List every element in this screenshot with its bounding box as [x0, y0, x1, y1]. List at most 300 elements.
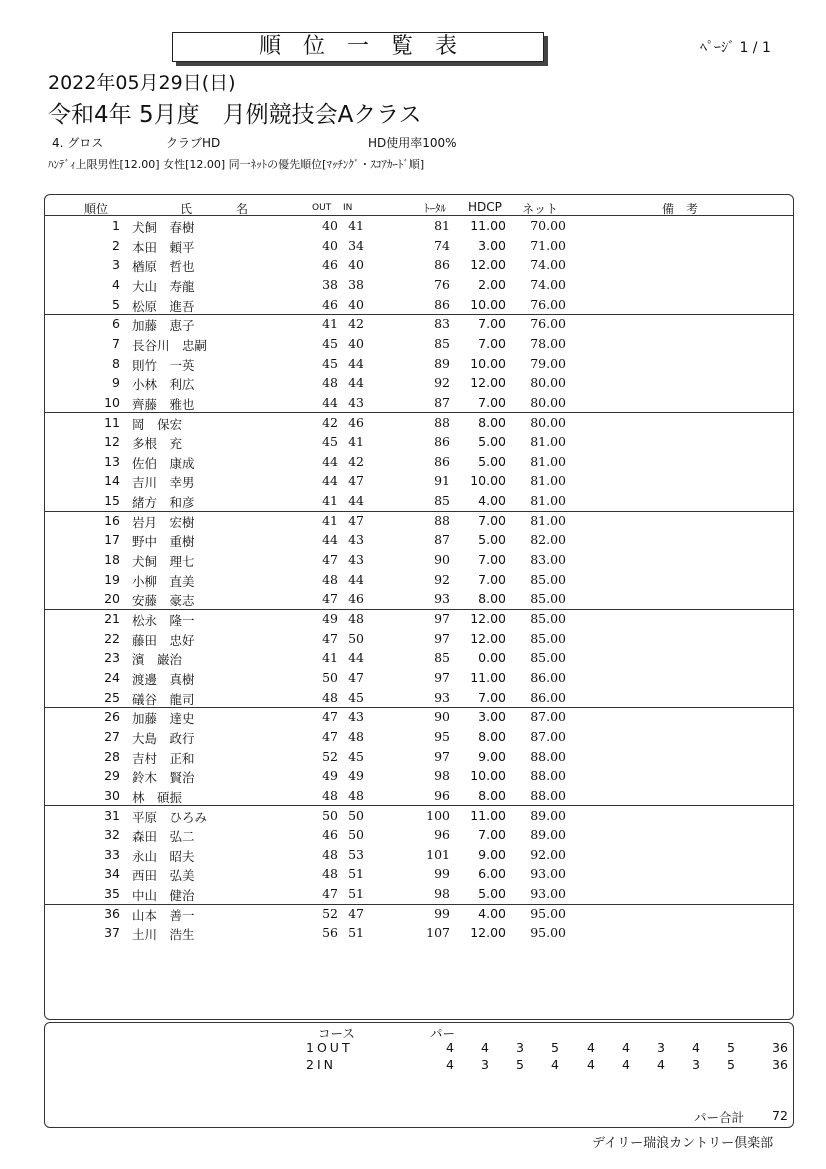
par-hole: 4	[692, 1040, 700, 1055]
cell-hdcp: 7.00	[478, 689, 506, 705]
cell-in: 47	[348, 669, 364, 685]
table-row	[44, 373, 794, 393]
cell-rank: 16	[104, 512, 120, 528]
cell-net: 80.00	[530, 375, 566, 391]
cell-hdcp: 7.00	[478, 827, 506, 843]
cell-net: 85.00	[530, 650, 566, 666]
cell-hdcp: 10.00	[470, 473, 506, 489]
cell-total: 88	[434, 512, 450, 528]
table-row	[44, 550, 794, 570]
cell-rank: 30	[104, 787, 120, 803]
table-row	[44, 923, 794, 943]
table-row	[44, 845, 794, 865]
cell-in: 40	[348, 257, 364, 273]
table-row	[44, 275, 794, 295]
table-row	[44, 589, 794, 610]
header-out: OUT	[312, 203, 332, 213]
cell-name: 多根 充	[132, 436, 183, 452]
cell-out: 40	[322, 237, 338, 253]
cell-hdcp: 5.00	[478, 886, 506, 902]
cell-in: 44	[348, 493, 364, 509]
cell-net: 81.00	[530, 473, 566, 489]
cell-total: 92	[434, 375, 450, 391]
cell-total: 85	[434, 335, 450, 351]
cell-net: 85.00	[530, 611, 566, 626]
cell-total: 85	[434, 650, 450, 666]
cell-hdcp: 3.00	[478, 237, 506, 253]
cell-net: 81.00	[530, 434, 566, 450]
par-hole: 4	[551, 1057, 559, 1072]
cell-rank: 17	[104, 532, 120, 548]
cell-rank: 33	[104, 846, 120, 862]
cell-in: 53	[348, 846, 364, 862]
table-row	[44, 786, 794, 807]
cell-net: 80.00	[530, 394, 566, 410]
par-hole: 3	[657, 1040, 665, 1055]
cell-out: 47	[322, 709, 338, 725]
par-label: パー	[430, 1026, 456, 1041]
cell-out: 56	[322, 925, 338, 941]
cell-in: 42	[348, 316, 364, 332]
cell-out: 45	[322, 434, 338, 450]
cell-total: 88	[434, 414, 450, 430]
cell-rank: 35	[104, 886, 120, 902]
cell-out: 47	[322, 630, 338, 646]
cell-name: 土川 浩生	[132, 927, 195, 943]
cell-total: 86	[434, 257, 450, 273]
cell-net: 88.00	[530, 768, 566, 784]
cell-out: 40	[322, 218, 338, 233]
cell-in: 43	[348, 394, 364, 410]
cell-total: 97	[434, 669, 450, 685]
cell-net: 78.00	[530, 335, 566, 351]
cell-out: 48	[322, 375, 338, 391]
cell-total: 99	[434, 905, 450, 921]
cell-out: 47	[322, 728, 338, 744]
table-row	[44, 727, 794, 747]
cell-out: 49	[322, 611, 338, 626]
cell-name: 犬飼 理七	[132, 554, 195, 570]
cell-in: 50	[348, 807, 364, 823]
table-row	[44, 648, 794, 668]
cell-hdcp: 8.00	[478, 414, 506, 430]
cell-total: 99	[434, 866, 450, 882]
cell-net: 81.00	[530, 493, 566, 509]
par-subtotal: 36	[772, 1040, 788, 1055]
cell-total: 92	[434, 571, 450, 587]
cell-hdcp: 7.00	[478, 394, 506, 410]
cell-in: 51	[348, 866, 364, 882]
par-total-label: パー合計	[694, 1110, 745, 1125]
cell-name: 山本 善一	[132, 907, 195, 923]
header-note: 備 考	[662, 202, 699, 216]
cell-name: 大山 寿龍	[132, 278, 195, 294]
par-hole: 4	[446, 1057, 454, 1072]
table-row	[44, 766, 794, 786]
cell-net: 89.00	[530, 827, 566, 843]
cell-rank: 21	[104, 611, 120, 626]
cell-total: 90	[434, 552, 450, 568]
course-out-label: 1OUT	[306, 1040, 353, 1055]
cell-hdcp: 10.00	[470, 355, 506, 371]
cell-in: 42	[348, 453, 364, 469]
cell-in: 51	[348, 925, 364, 941]
table-row	[44, 413, 794, 433]
table-row	[44, 806, 794, 826]
course-label: コース	[318, 1026, 355, 1041]
cell-in: 43	[348, 552, 364, 568]
cell-in: 41	[348, 218, 364, 233]
table-row	[44, 688, 794, 709]
cell-total: 86	[434, 296, 450, 312]
cell-rank: 29	[104, 768, 120, 784]
cell-hdcp: 8.00	[478, 787, 506, 803]
club-name: デイリー瑞浪カントリー倶楽部	[592, 1136, 774, 1151]
cell-in: 47	[348, 905, 364, 921]
cell-total: 97	[434, 630, 450, 646]
cell-net: 87.00	[530, 709, 566, 725]
cell-rank: 5	[112, 296, 120, 312]
cell-total: 81	[434, 218, 450, 233]
cell-total: 107	[426, 925, 450, 941]
cell-rank: 4	[112, 276, 120, 292]
cell-out: 44	[322, 394, 338, 410]
cell-in: 50	[348, 827, 364, 843]
cell-hdcp: 12.00	[470, 630, 506, 646]
cell-total: 97	[434, 748, 450, 764]
cell-name: 小柳 直美	[132, 573, 195, 589]
cell-in: 48	[348, 728, 364, 744]
cell-hdcp: 0.00	[478, 650, 506, 666]
par-hole: 5	[727, 1040, 735, 1055]
cell-rank: 28	[104, 748, 120, 764]
par-hole: 3	[516, 1040, 524, 1055]
cell-hdcp: 6.00	[478, 866, 506, 882]
cell-total: 96	[434, 787, 450, 803]
cell-name: 犬飼 春樹	[132, 220, 195, 235]
cell-rank: 22	[104, 630, 120, 646]
cell-net: 74.00	[530, 257, 566, 273]
table-row	[44, 629, 794, 649]
cell-rank: 1	[112, 218, 120, 233]
cell-net: 86.00	[530, 669, 566, 685]
cell-total: 76	[434, 276, 450, 292]
cell-out: 42	[322, 414, 338, 430]
table-row	[44, 825, 794, 845]
par-hole: 3	[481, 1057, 489, 1072]
cell-name: 林 碩振	[132, 789, 183, 805]
cell-net: 81.00	[530, 512, 566, 528]
cell-out: 41	[322, 650, 338, 666]
cell-name: 佐伯 康成	[132, 455, 195, 471]
cell-hdcp: 5.00	[478, 453, 506, 469]
par-hole: 4	[622, 1057, 630, 1072]
cell-net: 95.00	[530, 905, 566, 921]
table-row	[44, 452, 794, 472]
cell-rank: 13	[104, 453, 120, 469]
cell-total: 97	[434, 611, 450, 626]
cell-net: 74.00	[530, 276, 566, 292]
cell-name: 本田 頼平	[132, 239, 195, 255]
cell-rank: 37	[104, 925, 120, 941]
cell-hdcp: 10.00	[470, 296, 506, 312]
cell-in: 44	[348, 571, 364, 587]
cell-rank: 10	[104, 394, 120, 410]
cell-in: 40	[348, 335, 364, 351]
cell-in: 48	[348, 611, 364, 626]
cell-out: 44	[322, 453, 338, 469]
cell-name: 吉村 正和	[132, 750, 195, 766]
par-hole: 4	[587, 1040, 595, 1055]
table-row	[44, 864, 794, 884]
cell-hdcp: 5.00	[478, 532, 506, 548]
cell-in: 44	[348, 355, 364, 371]
cell-rank: 14	[104, 473, 120, 489]
cell-name: 吉川 幸男	[132, 475, 195, 491]
table-row	[44, 530, 794, 550]
cell-hdcp: 9.00	[478, 846, 506, 862]
cell-out: 44	[322, 532, 338, 548]
cell-total: 91	[434, 473, 450, 489]
cell-name: 礒谷 龍司	[132, 691, 195, 707]
cell-rank: 12	[104, 434, 120, 450]
par-hole: 5	[516, 1057, 524, 1072]
cell-rank: 32	[104, 827, 120, 843]
cell-hdcp: 12.00	[470, 257, 506, 273]
header-net: ネット	[522, 202, 559, 216]
par-subtotal: 36	[772, 1057, 788, 1072]
table-row	[44, 904, 794, 924]
cell-total: 96	[434, 827, 450, 843]
cell-name: 齊藤 雅也	[132, 396, 195, 412]
cell-in: 43	[348, 709, 364, 725]
par-hole: 3	[692, 1057, 700, 1072]
cell-total: 90	[434, 709, 450, 725]
cell-total: 87	[434, 394, 450, 410]
table-row	[44, 747, 794, 767]
cell-hdcp: 11.00	[470, 669, 506, 685]
info-item-clubhd: クラブHD	[166, 136, 221, 150]
cell-net: 82.00	[530, 532, 566, 548]
cell-name: 加藤 恵子	[132, 318, 195, 334]
cell-net: 85.00	[530, 630, 566, 646]
cell-name: 岡 保宏	[132, 416, 183, 432]
par-hole: 4	[587, 1057, 595, 1072]
cell-name: 松永 隆一	[132, 613, 195, 628]
par-hole: 4	[622, 1040, 630, 1055]
cell-out: 52	[322, 905, 338, 921]
cell-out: 49	[322, 768, 338, 784]
cell-hdcp: 12.00	[470, 375, 506, 391]
cell-name: 長谷川 忠嗣	[132, 337, 208, 353]
cell-hdcp: 7.00	[478, 512, 506, 528]
table-row	[44, 570, 794, 590]
par-hole: 5	[727, 1057, 735, 1072]
cell-hdcp: 12.00	[470, 611, 506, 626]
page-title: 順 位 一 覧 表	[172, 32, 544, 62]
info-item-hd-rate: HD使用率100%	[368, 136, 457, 150]
cell-hdcp: 10.00	[470, 768, 506, 784]
cell-net: 79.00	[530, 355, 566, 371]
cell-net: 88.00	[530, 748, 566, 764]
cell-rank: 9	[112, 375, 120, 391]
cell-out: 47	[322, 591, 338, 607]
cell-hdcp: 11.00	[470, 807, 506, 823]
cell-out: 44	[322, 473, 338, 489]
cell-in: 46	[348, 591, 364, 607]
cell-net: 95.00	[530, 925, 566, 941]
cell-rank: 7	[112, 335, 120, 351]
cell-name: 大島 政行	[132, 730, 195, 746]
cell-total: 87	[434, 532, 450, 548]
table-row	[44, 354, 794, 374]
table-row	[44, 707, 794, 727]
cell-net: 83.00	[530, 552, 566, 568]
table-row	[44, 432, 794, 452]
cell-out: 46	[322, 827, 338, 843]
cell-name: 永山 昭夫	[132, 848, 195, 864]
cell-out: 41	[322, 512, 338, 528]
cell-out: 52	[322, 748, 338, 764]
cell-net: 71.00	[530, 237, 566, 253]
cell-net: 93.00	[530, 866, 566, 882]
cell-out: 50	[322, 669, 338, 685]
cell-hdcp: 4.00	[478, 905, 506, 921]
cell-total: 98	[434, 768, 450, 784]
cell-rank: 6	[112, 316, 120, 332]
cell-in: 47	[348, 512, 364, 528]
cell-out: 41	[322, 316, 338, 332]
table-row	[44, 295, 794, 316]
cell-name: 小林 利広	[132, 377, 195, 393]
cell-rank: 3	[112, 257, 120, 273]
par-hole: 4	[657, 1057, 665, 1072]
cell-name: 岩月 宏樹	[132, 514, 195, 530]
cell-name: 渡邊 真樹	[132, 671, 195, 687]
cell-rank: 11	[104, 414, 120, 430]
header-total: ﾄｰﾀﾙ	[424, 202, 446, 215]
cell-total: 86	[434, 434, 450, 450]
table-row	[44, 511, 794, 531]
cell-net: 93.00	[530, 886, 566, 902]
cell-net: 76.00	[530, 316, 566, 332]
cell-rank: 34	[104, 866, 120, 882]
cell-hdcp: 5.00	[478, 434, 506, 450]
cell-rank: 8	[112, 355, 120, 371]
cell-out: 48	[322, 571, 338, 587]
cell-net: 81.00	[530, 453, 566, 469]
cell-net: 85.00	[530, 571, 566, 587]
cell-name: 鈴木 賢治	[132, 770, 195, 786]
table-row	[44, 884, 794, 905]
table-row	[44, 314, 794, 334]
cell-hdcp: 3.00	[478, 709, 506, 725]
cell-rank: 24	[104, 669, 120, 685]
cell-out: 48	[322, 787, 338, 803]
cell-rank: 26	[104, 709, 120, 725]
cell-hdcp: 2.00	[478, 276, 506, 292]
cell-hdcp: 4.00	[478, 493, 506, 509]
cell-rank: 20	[104, 591, 120, 607]
cell-out: 48	[322, 689, 338, 705]
course-in-label: 2IN	[306, 1057, 336, 1072]
cell-total: 93	[434, 689, 450, 705]
cell-net: 88.00	[530, 787, 566, 803]
cell-out: 50	[322, 807, 338, 823]
cell-in: 44	[348, 650, 364, 666]
cell-total: 86	[434, 453, 450, 469]
table-row	[44, 334, 794, 354]
event-date: 2022年05月29日(日)	[48, 72, 236, 94]
table-row	[44, 216, 794, 236]
cell-out: 48	[322, 866, 338, 882]
cell-in: 43	[348, 532, 364, 548]
cell-in: 34	[348, 237, 364, 253]
cell-in: 47	[348, 473, 364, 489]
cell-rank: 2	[112, 237, 120, 253]
cell-net: 86.00	[530, 689, 566, 705]
table-row	[44, 491, 794, 512]
cell-name: 緒方 和彦	[132, 495, 195, 511]
cell-out: 41	[322, 493, 338, 509]
table-row	[44, 668, 794, 688]
cell-out: 46	[322, 257, 338, 273]
cell-rank: 18	[104, 552, 120, 568]
cell-name: 安藤 豪志	[132, 593, 195, 609]
par-total-value: 72	[772, 1108, 788, 1123]
cell-name: 濱 巌治	[132, 652, 183, 668]
cell-hdcp: 7.00	[478, 316, 506, 332]
cell-out: 48	[322, 846, 338, 862]
cell-total: 95	[434, 728, 450, 744]
handicap-rule: ﾊﾝﾃﾞｨ上限男性[12.00] 女性[12.00] 同一ﾈｯﾄの優先順位[ﾏｯﾁﾝｸﾞ・ｽｺｱｶｰﾄﾞ順]	[48, 158, 425, 171]
cell-in: 38	[348, 276, 364, 292]
table-row	[44, 471, 794, 491]
cell-rank: 36	[104, 905, 120, 921]
cell-out: 38	[322, 276, 338, 292]
cell-hdcp: 7.00	[478, 335, 506, 351]
cell-in: 45	[348, 748, 364, 764]
cell-in: 41	[348, 434, 364, 450]
table-row	[44, 236, 794, 256]
cell-in: 48	[348, 787, 364, 803]
cell-name: 中山 健治	[132, 888, 195, 904]
cell-hdcp: 9.00	[478, 748, 506, 764]
cell-hdcp: 12.00	[470, 925, 506, 941]
cell-name: 楢原 哲也	[132, 259, 195, 275]
cell-in: 49	[348, 768, 364, 784]
cell-hdcp: 8.00	[478, 591, 506, 607]
cell-total: 101	[426, 846, 450, 862]
cell-net: 89.00	[530, 807, 566, 823]
cell-total: 85	[434, 493, 450, 509]
cell-rank: 23	[104, 650, 120, 666]
cell-total: 89	[434, 355, 450, 371]
cell-net: 76.00	[530, 296, 566, 312]
info-item-gross: 4. グロス	[52, 136, 104, 150]
header-rank: 順位	[84, 202, 109, 216]
cell-in: 50	[348, 630, 364, 646]
cell-out: 45	[322, 355, 338, 371]
cell-name: 松原 進吾	[132, 298, 195, 314]
cell-total: 93	[434, 591, 450, 607]
cell-rank: 15	[104, 493, 120, 509]
cell-in: 46	[348, 414, 364, 430]
cell-total: 83	[434, 316, 450, 332]
cell-in: 44	[348, 375, 364, 391]
cell-name: 平原 ひろみ	[132, 809, 208, 825]
event-title: 令和4年 5月度 月例競技会Aクラス	[48, 102, 422, 128]
